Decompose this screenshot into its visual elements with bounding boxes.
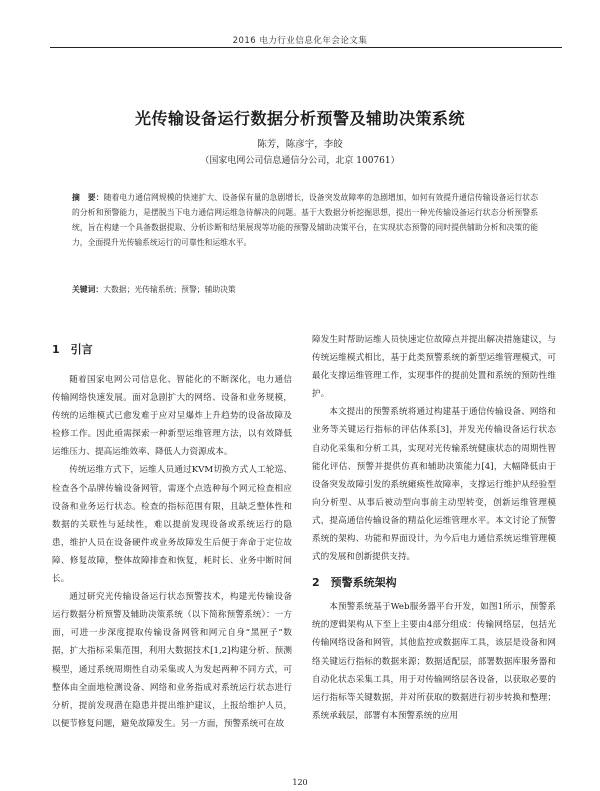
keywords-text: 大数据；光传输系统；预警；辅助决策 <box>103 285 236 294</box>
abstract <box>72 190 538 250</box>
affiliation: （国家电网公司信息通信分公司，北京 100761） <box>200 156 400 166</box>
right-column <box>312 331 556 725</box>
paragraph: 随着国家电网公司信息化、智能化的不断深化，电力通信传输网络快速发展。面对急剧扩大的网络、设备和业务规模，传统的运维模式已愈发难于应对呈爆炸上升趋势的设备故障及检修工作。因此亟需探索一种新型运维管理方法，以有效降低运维压力、提高运维效率、降低人力资源成本。 <box>52 375 292 458</box>
left-column <box>52 331 292 733</box>
section-heading-architecture: 2 预警系统架构 <box>312 576 397 590</box>
paragraph: 传统运维方式下，运维人员通过KVM切换方式人工轮巡、检查各个品牌传输设备网管，需逐个点选种每个网元检查相应设备和业务运行状态。检查的指标范围有限，且缺乏整体性和数据的关联性与延续性，难以提前发现设备或系统运行的隐患，维护人员在设备硬件或业务故障发生后便于奔命于定位故障、修复故障，整体故障排查和恢复，耗时长、业务中断时间长。 <box>52 465 292 585</box>
keywords <box>72 283 538 297</box>
section-heading-introduction: 1 引言 <box>52 343 93 356</box>
paragraph: 本文提出的预警系统将通过构建基于通信传输设备、网络和业务等关键运行指标的评估体系[3]，并发光传输设备运行状态自动化采集和分析工具，实现对光传输系统健康状态的周期性智能化评估、预警并提供仿真和辅助决策能力[4]，大幅降低由于设备突发故障引发的系统瘫痪性故障率，支撑运行维护从经验型向分析型、从事后被动型向事前主动型转变，创新运维管理模式，提高通信传输设备的精益化运维管理水平。本文讨论了预警系统的架构、功能和界面设计，为今后电力通信系统运维管理模式的发展和创新提供支持。 <box>312 407 556 563</box>
abstract-text: 随着电力通信网规模的快速扩大、设备保有量的急剧增长，设备突发故障率的急剧增加，如何有效提升通信传输设备运行状态的分析和预警能力，是摆脱当下电力通信网运维急待解决的问题。基于大数据分析挖掘思想，提出一种光传输设备运行状态分析预警系统，旨在构建一个具备数据提取、分析诊断和结果展现等功能的预警及辅助决策平台，在实现状态预警的同时提供辅助分析和决策的能力，全面提升光传输系统运行的可靠性和运维水平。 <box>72 193 539 247</box>
header-divider <box>50 47 562 48</box>
running-header: 2016 电力行业信息化年会论文集 <box>232 36 368 46</box>
paper-title: 光传输设备运行数据分析预警及辅助决策系统 <box>134 109 465 128</box>
paragraph: 通过研究光传输设备运行状态预警技术，构建光传输设备运行数据分析预警及辅助决策系统（以下简称预警系统）：一方面，可进一步深度提取传输设备网管和网元自身“黑匣子”数据，扩大指标采集范围，利用大数据技术[1,2]构建分析、预测模型，通过系统周期性自动采集或人为发起两种不同方式，可整体由全面地检测设备、网络和业务指成对系统运行状态进行分析，提前发现潜在隐患并提出维护建议，上报给维护人员，以便节修复问题，避免故障发生。另一方面，预警系统可在故 <box>52 592 292 729</box>
authors: 陈芳，陈彦宇，李皎 <box>257 139 343 150</box>
paragraph: 本预警系统基于Web服务器平台开发，如图1所示，预警系统的逻辑架构从下至上主要由4部分组成：传输网络层，包括光传输网络设备和网管，其他监控或数据库工具，该层是设备和网络关键运行指标的数据来源；数据适配层，部署数据库服务器和自动化状态采集工具，用于对传输网络层各设备，以获取必要的运行指标等关键数据，并对所获取的数据进行初步转换和整理；系统承载层，部署有本预警系统的应用 <box>312 602 556 721</box>
page-number: 120 <box>292 778 308 787</box>
abstract-label: 摘 要： <box>72 193 104 202</box>
keywords-label: 关键词： <box>72 285 104 294</box>
paragraph: 障发生时帮助运维人员快速定位故障点并提出解决措施建议，与传统运维模式相比，基于此类预警系统的新型运维管理模式，可最化支撑运维管理工作，实现事件的提前处置和系统的预防性维护。 <box>312 335 556 400</box>
